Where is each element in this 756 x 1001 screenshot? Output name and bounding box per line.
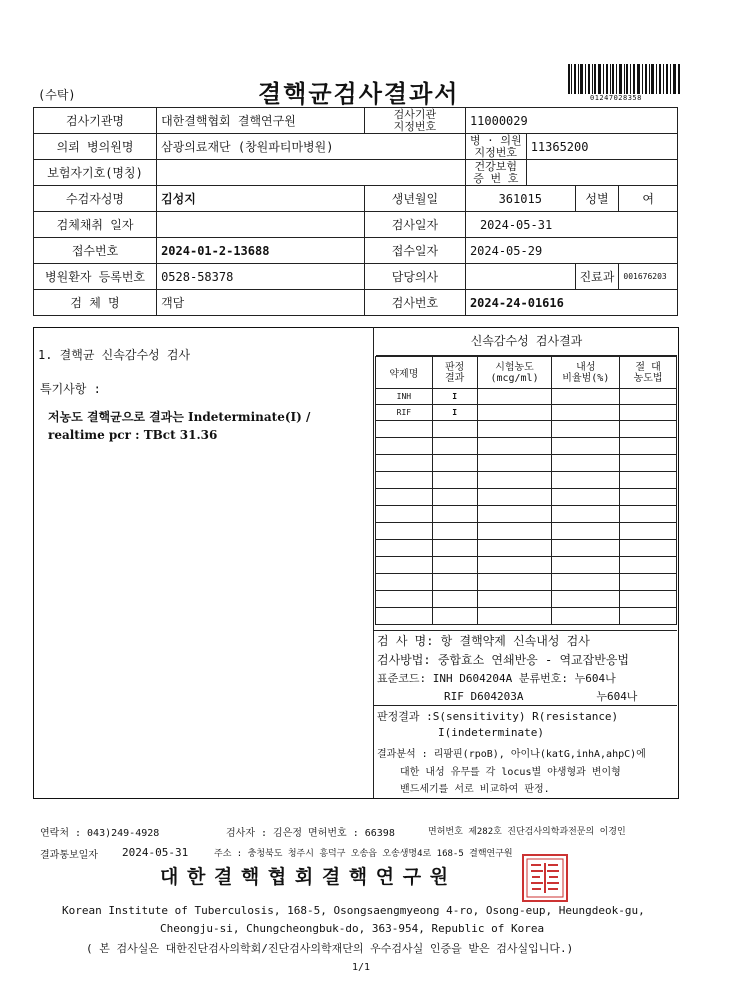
method-test-name: 검 사 명: 항 결핵약제 신속내성 검사 xyxy=(377,634,590,648)
note-line1: 저농도 결핵균으로 결과는 Indeterminate(I) / xyxy=(48,410,311,424)
hosp-code-value: 11365200 xyxy=(526,134,677,160)
table-row xyxy=(376,389,677,405)
receipt-date-label: 접수일자 xyxy=(364,238,465,264)
specialist: 면허번호 제282호 진단검사의학과전문의 이경인 xyxy=(428,827,626,837)
official-seal xyxy=(522,854,568,902)
collect-value xyxy=(157,212,365,238)
test-date-value: 2024-05-31 xyxy=(465,212,677,238)
specimen-label: 검 체 명 xyxy=(34,290,157,316)
table-row xyxy=(376,523,677,540)
section-divider xyxy=(373,327,374,798)
specimen-value: 객담 xyxy=(157,290,365,316)
table-row xyxy=(376,506,677,523)
insurer-label: 보험자기호(명칭) xyxy=(34,160,157,186)
lab-label: 검사기관명 xyxy=(34,108,157,134)
reg-no-value: 0528-58378 xyxy=(157,264,365,290)
analysis-line-3: 밴드세기를 서로 비교하여 판정. xyxy=(400,784,550,795)
table-row xyxy=(376,608,677,625)
exam-no-label: 검사번호 xyxy=(364,290,465,316)
row-judge: I xyxy=(432,405,477,421)
birth-label: 생년월일 xyxy=(364,186,465,212)
hosp-code-label: 병 · 의원 지정번호 xyxy=(465,134,526,160)
row-drug: INH xyxy=(376,389,433,405)
method-code-1: 표준코드: INH D604204A 분류번호: 누604나 xyxy=(377,672,616,685)
report-date: 2024-05-31 xyxy=(122,846,189,859)
health-label: 건강보험 증 번 호 xyxy=(465,160,526,186)
note-line2: realtime pcr : TBct 31.36 xyxy=(48,428,218,442)
row-judge: I xyxy=(432,389,477,405)
col-conc: 시험농도 (mcg/ml) xyxy=(477,357,552,389)
analysis-line-2: 대한 내성 유무를 각 locus별 야생형과 변이형 xyxy=(400,767,621,778)
patient-label: 수검자성명 xyxy=(34,186,157,212)
page-number: 1/1 xyxy=(352,962,371,973)
contact: 연락처 : 043)249-4928 xyxy=(40,828,160,839)
info-table xyxy=(33,107,678,316)
insurer-value xyxy=(157,160,466,186)
receipt-no-label: 접수번호 xyxy=(34,238,157,264)
certification-note: ( 본 검사실은 대한진단검사의학회/진단검사의학재단의 우수검사실 인증을 받은 검사실입니다.) xyxy=(86,942,574,955)
receipt-tag: (수탁) xyxy=(38,88,76,102)
hospital-label: 의뢰 병의원명 xyxy=(34,134,157,160)
analysis-line-1: 결과분석 : 리팜핀(rpoB), 아이나(katG,inhA,ahpC)에 xyxy=(377,749,646,760)
test-item: 1. 결핵균 신속감수성 검사 xyxy=(38,348,191,362)
table-row xyxy=(376,591,677,608)
health-value xyxy=(526,160,677,186)
institute-en-2: Cheongju-si, Chungcheongbuk-do, 363-954, Republic of Korea xyxy=(160,922,545,935)
method-top-rule xyxy=(374,630,677,631)
birth-value: 361015 xyxy=(465,186,575,212)
table-row xyxy=(376,405,677,421)
sex-label: 성별 xyxy=(575,186,619,212)
institute-kr: 대 한 결 핵 협 회 결 핵 연 구 원 xyxy=(160,866,450,888)
dept-label: 진료과 xyxy=(575,264,619,290)
method-mid-rule xyxy=(374,705,677,706)
table-row xyxy=(376,489,677,506)
dept-value: 001676203 xyxy=(619,264,678,290)
report-date-label: 결과통보일자 xyxy=(40,850,98,861)
test-date-label: 검사일자 xyxy=(364,212,465,238)
address: 주소 : 충청북도 청주시 흥덕구 오송읍 오송생명4로 168-5 결핵연구원 xyxy=(214,849,513,859)
exam-no-value: 2024-24-01616 xyxy=(465,290,677,316)
institute-en-1: Korean Institute of Tuberculosis, 168-5, Osongsaengmyeong 4-ro, Osong-eup, Heungdeok-gu, xyxy=(62,904,645,917)
judge-line-2: I(indeterminate) xyxy=(438,726,544,739)
lab-code-value: 11000029 xyxy=(465,108,677,134)
table-row xyxy=(376,472,677,489)
table-row xyxy=(376,421,677,438)
document-title: 결핵균검사결과서 xyxy=(258,80,460,108)
method-code-2: RIF D604203A 누604나 xyxy=(444,690,638,703)
table-row xyxy=(376,557,677,574)
result-table xyxy=(375,356,677,625)
special-label: 특기사항 : xyxy=(40,382,101,396)
barcode-number: 01247028358 xyxy=(590,94,642,102)
reg-no-label: 병원환자 등록번호 xyxy=(34,264,157,290)
lab-value: 대한결핵협회 결핵연구원 xyxy=(157,108,365,134)
col-drug: 약제명 xyxy=(376,357,433,389)
lab-code-label: 검사기관 지정번호 xyxy=(364,108,465,134)
table-row xyxy=(376,574,677,591)
result-heading: 신속감수성 검사결과 xyxy=(376,329,677,356)
col-abs: 절 대 농도법 xyxy=(620,357,677,389)
table-row xyxy=(376,438,677,455)
collect-label: 검체채취 일자 xyxy=(34,212,157,238)
table-row xyxy=(376,455,677,472)
doctor-value xyxy=(465,264,575,290)
barcode-image xyxy=(568,64,680,94)
examiner: 검사자 : 김은정 면허번호 : 66398 xyxy=(226,828,395,839)
receipt-date-value: 2024-05-29 xyxy=(465,238,677,264)
row-drug: RIF xyxy=(376,405,433,421)
col-resist: 내성 비율범(%) xyxy=(552,357,620,389)
doctor-label: 담당의사 xyxy=(364,264,465,290)
table-row xyxy=(376,540,677,557)
receipt-no-value: 2024-01-2-13688 xyxy=(157,238,365,264)
patient-value: 김성지 xyxy=(157,186,365,212)
hospital-value: 삼광의료재단 (창원파티마병원) xyxy=(157,134,466,160)
col-judge: 판정 결과 xyxy=(432,357,477,389)
method-line: 검사방법: 중합효소 연쇄반응 - 역교잡반응법 xyxy=(377,653,630,667)
judge-line-1: 판정결과 :S(sensitivity) R(resistance) xyxy=(377,710,619,723)
sex-value: 여 xyxy=(619,186,678,212)
